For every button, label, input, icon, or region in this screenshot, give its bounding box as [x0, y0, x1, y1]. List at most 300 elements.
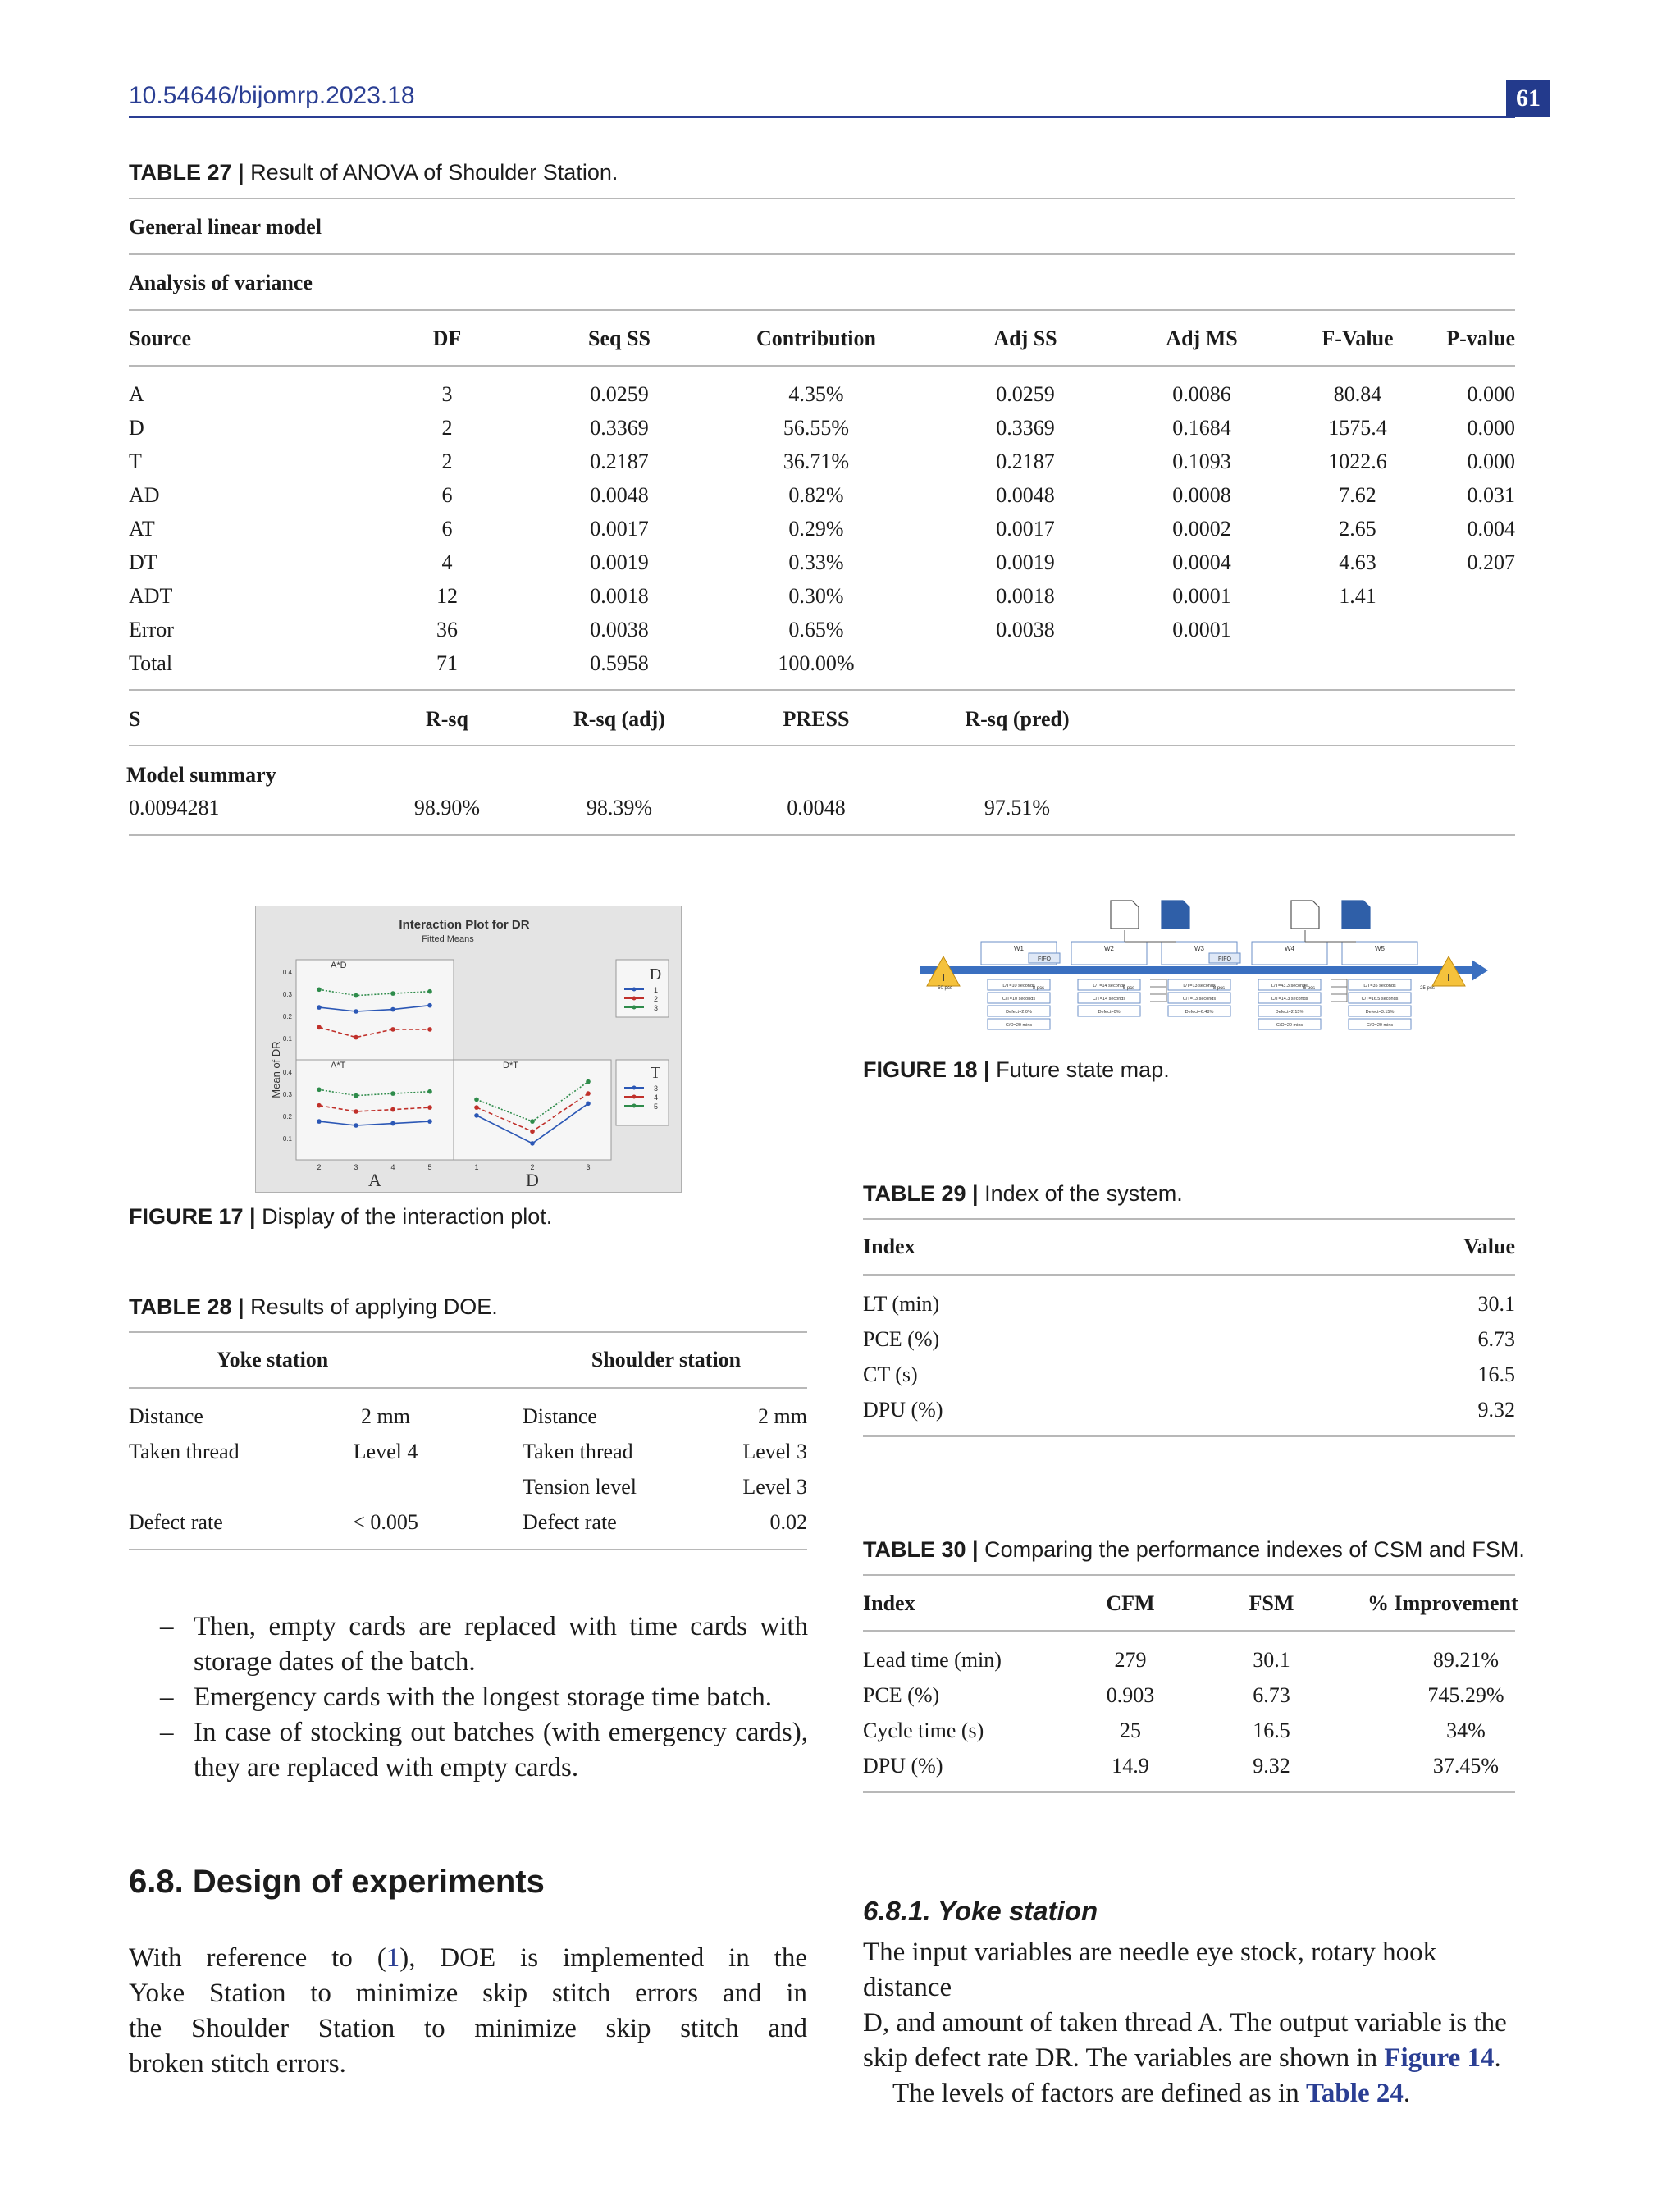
- table27-column-header: Source: [129, 326, 192, 350]
- table30-cell: Cycle time (s): [863, 1718, 984, 1742]
- text-fragment: The levels of factors are defined as in: [892, 2079, 1306, 2108]
- table27-cell: 4.63: [1339, 550, 1376, 574]
- figure18-data-text: Defect=6.48%: [1185, 1010, 1214, 1015]
- figure17-data-point: [530, 1141, 535, 1146]
- table27-summary-column-header: S: [129, 707, 141, 731]
- table27-cell: 0.0259: [996, 382, 1055, 406]
- table27-cell: 0.0018: [996, 584, 1055, 608]
- table27-column-header: Seq SS: [588, 326, 651, 350]
- text-fragment: skip defect rate DR. The variables are shown in: [863, 2043, 1385, 2073]
- figure18-fifo-label: FIFO: [1218, 956, 1231, 962]
- table27-cell: 0.0001: [1172, 618, 1231, 641]
- figure17-legend-d-level: 3: [654, 1004, 659, 1012]
- table27-row-source: DT: [129, 550, 158, 574]
- figure17-legend-d-marker: [632, 988, 637, 992]
- table30-cell: 9.32: [1253, 1754, 1290, 1778]
- bullet-item: [160, 1680, 808, 1715]
- bullet-line: Then, empty cards are replaced with time cards with: [194, 1612, 808, 1641]
- figure17-data-point: [390, 1027, 395, 1032]
- figure17-data-point: [317, 1119, 322, 1124]
- table27-cell: 0.0086: [1172, 382, 1231, 406]
- table27-cell: 0.0018: [590, 584, 649, 608]
- figure17-caption-text: Display of the interaction plot.: [262, 1204, 553, 1229]
- figure18-data-text: Defect=2.0%: [1006, 1010, 1032, 1015]
- figure17-legend-t-level: 5: [654, 1102, 659, 1111]
- figure18-data-text: L/T=43.3 seconds: [1271, 984, 1308, 988]
- table27-column-header: P-value: [1446, 326, 1515, 350]
- table27-cell: 0.3369: [590, 416, 649, 440]
- figure18-svg: [917, 889, 1491, 1053]
- table27-cell: 7.62: [1339, 483, 1376, 507]
- table30-cell: 16.5: [1253, 1718, 1290, 1742]
- table27-cell: 4: [441, 550, 453, 574]
- table27-summary-value: 0.0094281: [129, 796, 220, 819]
- figure18-caption: [863, 1057, 1170, 1083]
- section-6-8-paragraph: [129, 1941, 807, 2082]
- table28-cell: < 0.005: [353, 1510, 418, 1534]
- table27-summary-value: 0.0048: [787, 796, 846, 819]
- table27-summary-title: Model summary: [126, 763, 276, 787]
- figure17-plot-subtitle: Fitted Means: [422, 934, 474, 944]
- figure17-label: FIGURE 17 |: [129, 1204, 256, 1229]
- table27-rule-5: [129, 689, 1515, 691]
- table28-caption: [129, 1294, 498, 1320]
- table27-cell: 0.0017: [590, 517, 649, 541]
- paragraph-line: [863, 2041, 1519, 2076]
- table27-cell: 4.35%: [788, 382, 844, 406]
- figure17-data-point: [427, 1089, 432, 1094]
- section-6-8-1-paragraph: [863, 1935, 1519, 2111]
- figure17-x-tick-d: 2: [530, 1163, 535, 1171]
- table27-section-aov: Analysis of variance: [129, 271, 313, 294]
- text-fragment: .: [1494, 2043, 1501, 2073]
- table27-row-source: A: [129, 382, 144, 406]
- table30-cell: 0.903: [1106, 1683, 1155, 1707]
- table28-cell: Level 3: [742, 1440, 807, 1463]
- table27-cell: 1575.4: [1328, 416, 1387, 440]
- table27-cell: 71: [436, 651, 458, 675]
- table27-cell: 36.71%: [783, 450, 850, 473]
- table27-cell: 0.0019: [590, 550, 649, 574]
- table27-row-source: T: [129, 450, 142, 473]
- figure18-station-label: W1: [1014, 945, 1024, 952]
- table27-summary-value: 97.51%: [984, 796, 1051, 819]
- table27-cell: 0.0017: [996, 517, 1055, 541]
- table28-cell: 2 mm: [758, 1404, 807, 1428]
- figure18-data-text: C/T=14.3 seconds: [1271, 997, 1308, 1002]
- figure18-data-text: C/T=13 seconds: [1182, 997, 1217, 1002]
- figure17-data-point: [390, 1007, 395, 1012]
- figure17-y-tick: 0.3: [282, 1091, 292, 1098]
- table28-title: Results of applying DOE.: [250, 1294, 498, 1319]
- figure17-legend-t-marker: [632, 1095, 637, 1099]
- table27-row-source: D: [129, 416, 144, 440]
- reference-link[interactable]: 1: [386, 1943, 400, 1973]
- table27-cell: 0.0048: [996, 483, 1055, 507]
- table27-cell: 3: [441, 382, 453, 406]
- table30-cell: 37.45%: [1432, 1754, 1500, 1778]
- table30-rule-mid: [863, 1630, 1515, 1632]
- table27-cell: 0.0002: [1172, 517, 1231, 541]
- figure17-data-point: [586, 1102, 591, 1107]
- table27-cell: 0.5958: [590, 651, 649, 675]
- table27-cell: 0.0008: [1172, 483, 1231, 507]
- table27-cell: 36: [436, 618, 458, 641]
- figure17-y-tick: 0.1: [282, 1035, 292, 1043]
- table28-cell: Level 4: [353, 1440, 418, 1463]
- table27-cell: 0.0038: [996, 618, 1055, 641]
- figure18-kanban-card: [1111, 901, 1139, 929]
- table27-column-header: F-Value: [1322, 326, 1394, 350]
- table30-cell: 89.21%: [1432, 1648, 1500, 1672]
- table27-cell: 0.000: [1467, 450, 1515, 473]
- figure17-data-point: [474, 1105, 479, 1110]
- table27-cell: 0.0048: [590, 483, 649, 507]
- figure17-data-point: [317, 1103, 322, 1108]
- table29-index-cell: DPU (%): [863, 1398, 943, 1422]
- table27-cell: 2.65: [1339, 517, 1376, 541]
- figure18-inventory-label: I: [942, 972, 945, 984]
- table27-cell: 0.000: [1467, 416, 1515, 440]
- table27-cell: 1.41: [1339, 584, 1376, 608]
- figure17-y-tick: 0.4: [282, 969, 292, 976]
- table30-cell: 6.73: [1253, 1683, 1290, 1707]
- table30-cell: DPU (%): [863, 1754, 943, 1778]
- table30-cell: 25: [1120, 1718, 1141, 1742]
- table30-cell: Lead time (min): [863, 1648, 1002, 1672]
- figure17-y-tick: 0.2: [282, 1013, 292, 1020]
- figure18-production-card: [1162, 901, 1189, 929]
- table27-cell: 6: [441, 483, 453, 507]
- table27-cell: 100.00%: [778, 651, 855, 675]
- figure17-y-tick: 0.4: [282, 1069, 292, 1076]
- table-reference-link[interactable]: Table 24: [1305, 2079, 1404, 2108]
- figure17-x-label-d: D: [526, 1170, 539, 1190]
- table27-cell: 0.65%: [788, 618, 844, 641]
- table29-col-value: Value: [1463, 1235, 1515, 1258]
- table27-row-source: ADT: [129, 584, 173, 608]
- table27-cell: 56.55%: [783, 416, 850, 440]
- figure17-data-point: [586, 1091, 591, 1096]
- figure17-data-point: [317, 1088, 322, 1093]
- bullet-text: [194, 1680, 808, 1715]
- header-doi: 10.54646/bijomrp.2023.18: [129, 82, 415, 109]
- table28-cell: Tension level: [523, 1475, 637, 1499]
- table27-column-header: Contribution: [756, 326, 876, 350]
- table29-index-cell: CT (s): [863, 1362, 918, 1386]
- table28-cell: 0.02: [769, 1510, 807, 1534]
- table28-cell: Taken thread: [129, 1440, 240, 1463]
- table27-summary-column-header: PRESS: [783, 707, 850, 731]
- table30-cell: 34%: [1446, 1718, 1486, 1742]
- bullet-line: Emergency cards with the longest storage time batch.: [194, 1682, 773, 1712]
- figure17-data-point: [427, 1119, 432, 1124]
- table28-group-shoulder: Shoulder station: [591, 1348, 742, 1372]
- table27-cell: 0.004: [1467, 517, 1515, 541]
- figure17-x-tick-a: 4: [390, 1163, 395, 1171]
- figure17-panel-label-at: A*T: [331, 1061, 346, 1070]
- paragraph-line: The input variables are needle eye stock, rotary hook distance: [863, 1938, 1437, 2002]
- bullet-dash: –: [160, 1612, 174, 1641]
- table29-value-cell: 6.73: [1477, 1327, 1515, 1351]
- table27-cell: 0.0019: [996, 550, 1055, 574]
- figure17-panel-label-ad: A*D: [331, 961, 347, 970]
- table29-value-cell: 30.1: [1477, 1292, 1515, 1316]
- table27-rule-6: [129, 745, 1515, 746]
- table27-row-source: Error: [129, 618, 174, 641]
- table27-summary-column-header: R-sq (pred): [965, 707, 1070, 731]
- table27-row-source: AD: [129, 483, 160, 507]
- table27-cell: 0.33%: [788, 550, 844, 574]
- section-6-8-1-heading: 6.8.1. Yoke station: [863, 1896, 1098, 1926]
- table30-cell: 279: [1114, 1648, 1147, 1672]
- figure17-data-point: [390, 1091, 395, 1096]
- figure17-data-point: [317, 1025, 322, 1030]
- table27-cell: 0.30%: [788, 584, 844, 608]
- table30-column-header: CFM: [1106, 1591, 1155, 1615]
- table30-cell: 14.9: [1112, 1754, 1149, 1778]
- figure17-data-point: [474, 1113, 479, 1118]
- figure17-legend-t-level: 4: [654, 1093, 659, 1102]
- figure18-quantity-label: 8 pcs: [1032, 986, 1045, 991]
- table27-cell: 0.82%: [788, 483, 844, 507]
- figure17-legend-d-title: D: [649, 965, 662, 984]
- table28-cell: Distance: [129, 1404, 203, 1428]
- paragraph-line: [863, 2076, 1519, 2111]
- figure17-y-tick: 0.1: [282, 1135, 292, 1143]
- figure-reference-link[interactable]: Figure 14: [1384, 2043, 1495, 2073]
- table27-row-source: Total: [129, 651, 173, 675]
- table28-label: TABLE 28 |: [129, 1294, 244, 1319]
- figure18-data-text: Defect=2.15%: [1275, 1010, 1304, 1015]
- figure17-data-point: [317, 1005, 322, 1010]
- table30-column-header: Index: [863, 1591, 915, 1615]
- table27-rule-4: [129, 365, 1515, 367]
- bullet-text: [194, 1715, 808, 1786]
- figure17-data-point: [427, 1105, 432, 1110]
- bullet-text: [194, 1609, 808, 1680]
- figure17-legend-d-level: 1: [654, 986, 659, 994]
- paragraph-line: broken stitch errors.: [129, 2049, 346, 2079]
- figure18-data-text: Defect=0%: [1098, 1010, 1121, 1015]
- figure17-data-point: [354, 1093, 358, 1098]
- table27-rule-3: [129, 309, 1515, 311]
- figure18-data-text: L/T=35 seconds: [1363, 984, 1396, 988]
- table28-cell: Defect rate: [523, 1510, 617, 1534]
- figure18-flow-bar: [920, 966, 1475, 974]
- figure17-y-axis-label: Mean of DR: [270, 1041, 282, 1098]
- table27-cell: 0.207: [1467, 550, 1515, 574]
- figure17-panel-label-dt: D*T: [503, 1061, 518, 1070]
- figure17-x-tick-d: 1: [474, 1163, 479, 1171]
- figure17-legend-d-level: 2: [654, 995, 659, 1003]
- table27-summary-column-header: R-sq (adj): [573, 707, 665, 731]
- figure17-legend-t-box: [616, 1060, 669, 1125]
- table30-caption: [863, 1537, 1525, 1563]
- section-6-8-heading: 6.8. Design of experiments: [129, 1864, 545, 1900]
- figure17-caption: [129, 1204, 552, 1230]
- table28-cell: Taken thread: [523, 1440, 633, 1463]
- figure17-svg: [255, 906, 682, 1193]
- figure18-data-text: L/T=10 seconds: [1002, 984, 1035, 988]
- table27-cell: 0.1093: [1172, 450, 1231, 473]
- header-rule: [129, 116, 1515, 118]
- figure17-data-point: [390, 1107, 395, 1112]
- table27-rule-top: [129, 198, 1515, 199]
- bullet-dash: –: [160, 1682, 174, 1712]
- table29-index-cell: LT (min): [863, 1292, 940, 1316]
- table27-cell: 0.000: [1467, 382, 1515, 406]
- table27-cell: 0.3369: [996, 416, 1055, 440]
- table27-cell: 6: [441, 517, 453, 541]
- table27-label: TABLE 27 |: [129, 160, 244, 185]
- bullet-line: storage dates of the batch.: [194, 1647, 476, 1677]
- figure17-legend-t-marker: [632, 1086, 637, 1090]
- table27-rule-2: [129, 253, 1515, 255]
- figure17-x-tick-a: 5: [427, 1163, 432, 1171]
- figure17-data-point: [530, 1130, 535, 1134]
- table28-cell: Level 3: [742, 1475, 807, 1499]
- table27-cell: 0.0001: [1172, 584, 1231, 608]
- table29-value-cell: 16.5: [1477, 1362, 1515, 1386]
- figure18-caption-text: Future state map.: [996, 1057, 1170, 1082]
- figure17-data-point: [354, 993, 358, 998]
- table29-value-cell: 9.32: [1477, 1398, 1515, 1422]
- figure18-quantity-label: 5 pcs: [1122, 986, 1135, 991]
- table27-column-header: Adj MS: [1166, 326, 1238, 350]
- table28-cell: Defect rate: [129, 1510, 223, 1534]
- bullet-line: In case of stocking out batches (with emergency cards),: [194, 1718, 808, 1747]
- text-fragment: With reference to (: [129, 1943, 386, 1973]
- figure18-data-text: L/T=13 seconds: [1183, 984, 1216, 988]
- figure17-data-point: [354, 1109, 358, 1114]
- figure18-quantity-label: 25 pcs: [1420, 986, 1435, 991]
- figure17-legend-d-marker: [632, 1006, 637, 1010]
- table27-row-source: AT: [129, 517, 155, 541]
- table29-index-cell: PCE (%): [863, 1327, 940, 1351]
- page-number: 61: [1506, 80, 1550, 117]
- figure17-interaction-plot: [255, 906, 682, 1193]
- table28-rule-mid: [129, 1387, 807, 1389]
- paragraph-line: Yoke Station to minimize skip stitch errors and in: [129, 1979, 807, 2008]
- table28-cell: Distance: [523, 1404, 597, 1428]
- table28-rule-bottom: [129, 1549, 807, 1550]
- table27-cell: 12: [436, 584, 458, 608]
- figure18-kanban-card: [1291, 901, 1319, 929]
- paragraph-line: the Shoulder Station to minimize skip stitch and: [129, 2014, 807, 2043]
- table27-cell: 1022.6: [1328, 450, 1387, 473]
- figure18-production-card: [1342, 901, 1370, 929]
- table27-cell: 0.0259: [590, 382, 649, 406]
- table27-section-glm: General linear model: [129, 215, 322, 239]
- figure18-station-label: W5: [1375, 945, 1385, 952]
- bullet-dash: –: [160, 1718, 174, 1747]
- table27-cell: 2: [441, 450, 453, 473]
- figure17-data-point: [474, 1098, 479, 1102]
- figure18-data-text: L/T=14 seconds: [1093, 984, 1125, 988]
- table27-cell: 0.2187: [996, 450, 1055, 473]
- figure17-x-tick-a: 3: [354, 1163, 358, 1171]
- figure18-inventory-label: I: [1447, 972, 1450, 984]
- figure18-future-state-map: [917, 889, 1491, 1053]
- table30-cell: 745.29%: [1427, 1683, 1504, 1707]
- table27-column-header: DF: [432, 326, 462, 350]
- figure17-data-point: [530, 1119, 535, 1124]
- table30-rule-bottom: [863, 1791, 1515, 1793]
- figure18-data-text: C/O=20 mins: [1005, 1023, 1033, 1028]
- figure18-label: FIGURE 18 |: [863, 1057, 990, 1082]
- figure17-data-point: [390, 1121, 395, 1126]
- figure18-data-text: C/O=20 mins: [1366, 1023, 1394, 1028]
- figure17-y-tick: 0.2: [282, 1113, 292, 1121]
- figure18-data-text: C/O=20 mins: [1276, 1023, 1303, 1028]
- figure17-data-point: [390, 991, 395, 996]
- table29-title: Index of the system.: [984, 1181, 1183, 1206]
- table29-rule-top: [863, 1218, 1515, 1220]
- figure17-x-tick-d: 3: [586, 1163, 591, 1171]
- figure18-quantity-label: 50 pcs: [938, 986, 952, 991]
- figure17-plot-title: Interaction Plot for DR: [399, 918, 530, 932]
- table30-rule-top: [863, 1574, 1515, 1576]
- figure18-quantity-label: 5 pcs: [1303, 986, 1316, 991]
- table30-cell: PCE (%): [863, 1683, 940, 1707]
- figure18-station-label: W2: [1104, 945, 1114, 952]
- text-fragment: .: [1403, 2079, 1411, 2108]
- table27-cell: 80.84: [1333, 382, 1382, 406]
- table27-summary-column-header: R-sq: [425, 707, 468, 731]
- figure17-legend-t-level: 3: [654, 1084, 659, 1093]
- figure17-x-tick-a: 2: [317, 1163, 322, 1171]
- figure17-data-point: [427, 1003, 432, 1008]
- figure17-data-point: [354, 1123, 358, 1128]
- figure17-data-point: [586, 1079, 591, 1084]
- table27-column-header: Adj SS: [993, 326, 1057, 350]
- figure17-legend-t-marker: [632, 1104, 637, 1108]
- figure17-legend-d-marker: [632, 997, 637, 1001]
- paragraph-line: [129, 1941, 807, 1976]
- bullet-item: [160, 1609, 808, 1680]
- figure17-data-point: [427, 1027, 432, 1032]
- figure18-quantity-label: 8 pcs: [1212, 986, 1226, 991]
- table27-cell: 0.29%: [788, 517, 844, 541]
- table28-group-yoke: Yoke station: [216, 1348, 329, 1372]
- figure18-data-text: C/T=10 seconds: [1002, 997, 1036, 1002]
- table30-column-header: FSM: [1249, 1591, 1294, 1615]
- table27-cell: 2: [441, 416, 453, 440]
- table27-summary-value: 98.39%: [586, 796, 653, 819]
- table29-label: TABLE 29 |: [863, 1181, 979, 1206]
- table27-title: Result of ANOVA of Shoulder Station.: [250, 160, 619, 185]
- table27-cell: 0.1684: [1172, 416, 1231, 440]
- table30-column-header: % Improvement: [1367, 1591, 1518, 1615]
- table27-rule-bottom: [129, 834, 1515, 836]
- table29-rule-bottom: [863, 1435, 1515, 1437]
- table27-cell: 0.031: [1467, 483, 1515, 507]
- figure18-fifo-label: FIFO: [1038, 956, 1051, 962]
- table27-caption: [129, 160, 618, 185]
- bullet-line: they are replaced with empty cards.: [194, 1753, 579, 1782]
- figure17-data-point: [317, 988, 322, 993]
- table29-rule-mid: [863, 1274, 1515, 1276]
- figure17-data-point: [354, 1035, 358, 1040]
- bullet-item: [160, 1715, 808, 1786]
- figure17-data-point: [354, 1009, 358, 1014]
- table30-cell: 30.1: [1253, 1648, 1290, 1672]
- table30-title: Comparing the performance indexes of CSM and FSM.: [984, 1537, 1525, 1562]
- figure18-station-label: W4: [1285, 945, 1294, 952]
- table29-col-index: Index: [863, 1235, 915, 1258]
- figure18-data-text: Defect=3.15%: [1365, 1010, 1395, 1015]
